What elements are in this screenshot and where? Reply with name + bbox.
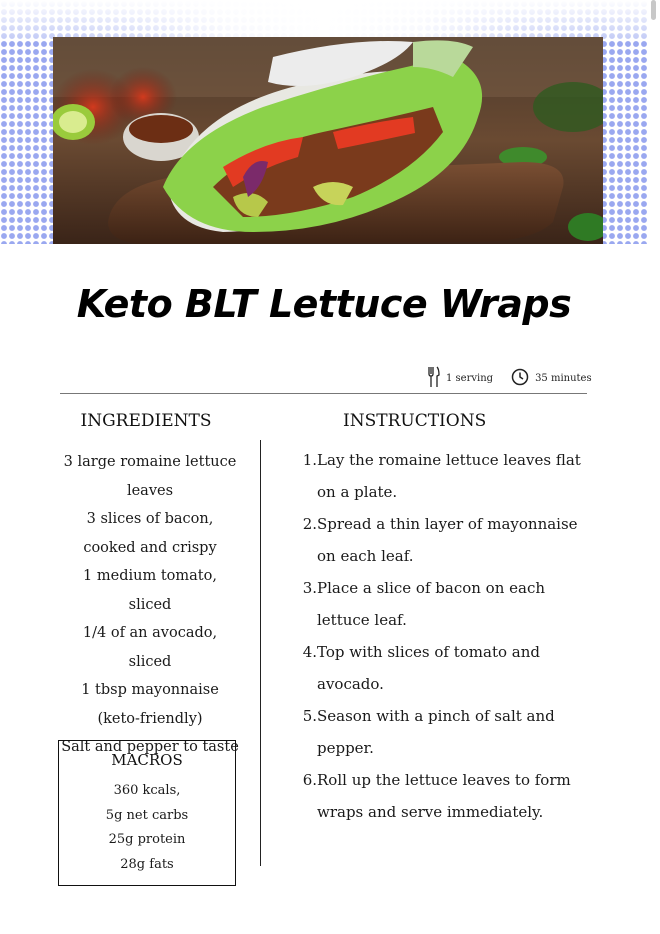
ingredient-item: 1 medium tomato, sliced — [83, 568, 217, 613]
instruction-step: 4. Top with slices of tomato and avocado. — [302, 643, 540, 693]
servings-text: 1 serving — [446, 372, 494, 384]
macros-list — [59, 779, 235, 877]
macro-item: 360 kcals, — [113, 783, 181, 798]
ingredient-item: Salt and pepper to taste — [61, 739, 239, 755]
macro-item: 5g net carbs — [105, 807, 189, 823]
ingredient-item: 3 slices of bacon, cooked and crispy — [83, 511, 217, 556]
fork-knife-icon — [428, 366, 440, 391]
macros-box — [58, 740, 236, 886]
instruction-step: 6. Roll up the lettuce leaves to form wraps and serve immediately. — [302, 771, 571, 821]
clock-icon — [511, 368, 529, 389]
scrollbar-thumb[interactable] — [651, 0, 656, 20]
instruction-step: 3. Place a slice of bacon on each lettuce leaf. — [302, 579, 546, 629]
instructions-list — [300, 444, 600, 828]
instructions-heading: INSTRUCTIONS — [343, 411, 487, 431]
instruction-step: 5. Season with a pinch of salt and pepper. — [302, 707, 555, 757]
macros-heading: MACROS — [111, 751, 183, 769]
ingredients-list — [60, 448, 240, 762]
macro-item: 28g fats — [120, 856, 174, 872]
instruction-step: 1. Lay the romaine lettuce leaves flat on a plate. — [302, 451, 581, 501]
ingredient-item: 3 large romaine lettuce leaves — [63, 454, 237, 499]
instruction-step: 2. Spread a thin layer of mayonnaise on each leaf. — [302, 515, 578, 565]
recipe-photo — [53, 37, 603, 244]
ingredients-heading: INGREDIENTS — [80, 411, 212, 431]
recipe-meta — [428, 367, 592, 389]
ingredient-item: 1/4 of an avocado, sliced — [82, 625, 218, 670]
recipe-title: Keto BLT Lettuce Wraps — [76, 282, 572, 326]
time-text: 35 minutes — [535, 372, 592, 384]
header-divider — [60, 393, 587, 394]
column-divider — [260, 440, 261, 866]
ingredient-item: 1 tbsp mayonnaise (keto-friendly) — [81, 682, 219, 727]
macro-item: 25g protein — [108, 832, 186, 847]
halftone-top-fade — [0, 0, 648, 40]
